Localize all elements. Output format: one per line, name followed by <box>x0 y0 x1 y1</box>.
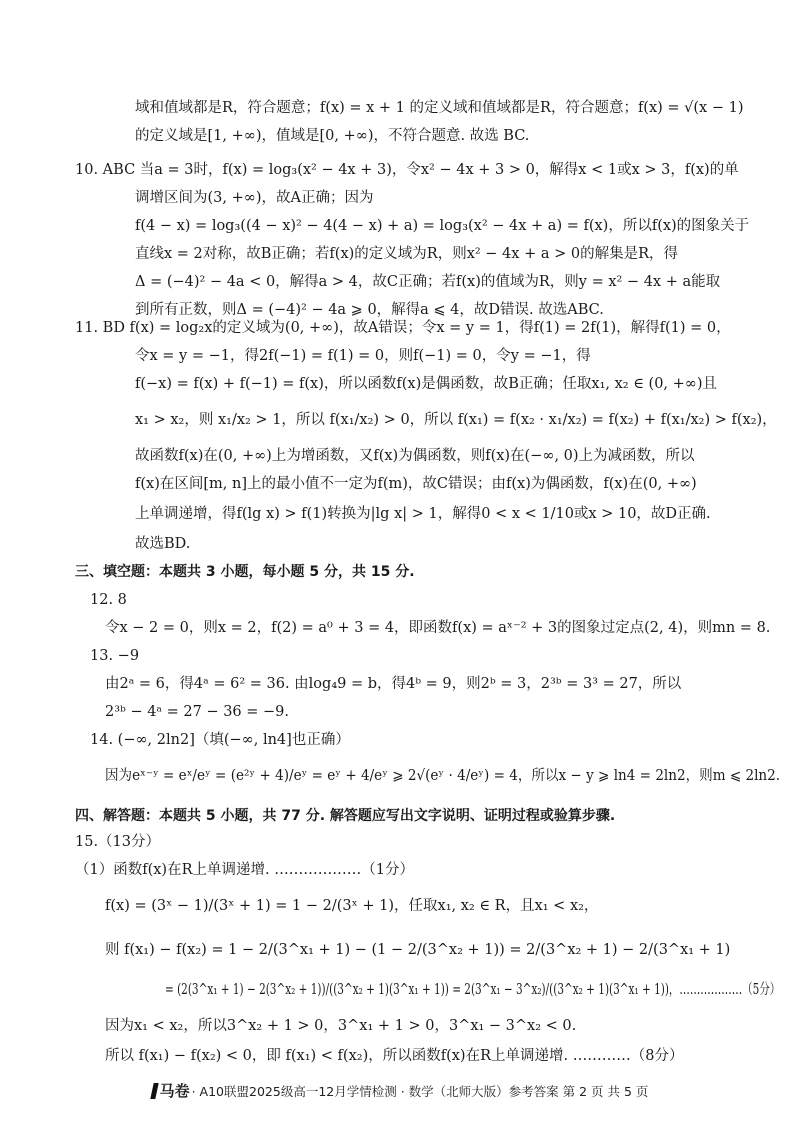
q13-line-3: 2³ᵇ − 4ᵃ = 27 − 36 = −9. <box>105 704 290 720</box>
q11-line-8: 故选BD. <box>135 536 191 552</box>
q10-line-2: 调增区间为(3, +∞)，故A正确；因为 <box>135 190 374 206</box>
q11-answer: 11. BD f(x) = log₂x的定义域为(0, +∞)，故A错误；令x = y = 1，得f(1) = 2f(1)，解得f(1) = 0， <box>75 320 731 336</box>
q15-line-6: 所以 f(x₁) − f(x₂) < 0，即 f(x₁) < f(x₂)，所以函数f(x)在R上单调递增. …………（8分） <box>105 1048 684 1064</box>
q13-answer: 13. −9 <box>90 648 140 664</box>
q10-line-3: f(4 − x) = log₃((4 − x)² − 4(4 − x) + a) = log₃(x² − 4x + a) = f(x)，所以f(x)的图象关于 <box>135 218 750 234</box>
q11-line-5: 故函数f(x)在(0, +∞)上为增函数，又f(x)为偶函数，则f(x)在(−∞, 0)上为减函数，所以 <box>135 448 695 464</box>
q15-line-2: f(x) = (3ˣ − 1)/(3ˣ + 1) = 1 − 2/(3ˣ + 1)，任取x₁, x₂ ∈ R，且x₁ < x₂， <box>105 898 599 914</box>
q12-line-2: 令x − 2 = 0，则x = 2，f(2) = a⁰ + 3 = 4，即函数f(x) = aˣ⁻² + 3的图象过定点(2, 4)，则mn = 8. <box>105 620 771 636</box>
q13-line-2: 由2ᵃ = 6，得4ᵃ = 6² = 36. 由log₄9 = b，得4ᵇ = 9，则2ᵇ = 3，2³ᵇ = 3³ = 27，所以 <box>105 676 682 692</box>
q15-line-3: 则 f(x₁) − f(x₂) = 1 − 2/(3^x₁ + 1) − (1 − 2/(3^x₂ + 1)) = 2/(3^x₂ + 1) − 2/(3^x₁ + 1) <box>105 942 731 958</box>
q15-part1: （1）函数f(x)在R上单调递增. ………………（1分） <box>75 862 414 878</box>
logo-mark-icon <box>150 1083 158 1099</box>
section-3-heading: 三、填空题：本题共 3 小题，每小题 5 分，共 15 分. <box>75 564 415 580</box>
q11-line-6: f(x)在区间[m, n]上的最小值不一定为f(m)，故C错误；由f(x)为偶函数，f(x)在(0, +∞) <box>135 476 697 492</box>
q10-line-5: Δ = (−4)² − 4a < 0，解得a > 4，故C正确；若f(x)的值域为R，则y = x² − 4x + a能取 <box>135 274 721 290</box>
footer-text: · A10联盟2025级高一12月学情检测 · 数学（北师大版）参考答案 第 2 页 共 5 页 <box>191 1084 649 1099</box>
q15-line-5: 因为x₁ < x₂，所以3^x₂ + 1 > 0，3^x₁ + 1 > 0，3^x₁ − 3^x₂ < 0. <box>105 1018 577 1034</box>
q10-line-6: 到所有正数，则Δ = (−4)² − 4a ⩾ 0，解得a ⩽ 4，故D错误. 故选ABC. <box>135 302 604 318</box>
q12-answer: 12. 8 <box>90 592 127 608</box>
text-line-2: 的定义域是[1, +∞)，值域是[0, +∞)，不符合题意. 故选 BC. <box>135 128 530 144</box>
q11-line-3: f(−x) = f(x) + f(−1) = f(x)，所以函数f(x)是偶函数，故B正确；任取x₁, x₂ ∈ (0, +∞)且 <box>135 376 718 392</box>
section-4-heading: 四、解答题：本题共 5 小题，共 77 分. 解答题应写出文字说明、证明过程或验算步骤. <box>75 808 616 824</box>
text-line-1: 域和值域都是R，符合题意；f(x) = x + 1 的定义域和值域都是R，符合题意；f(x) = √(x − 1) <box>135 100 744 116</box>
q15-line-4: = (2(3^x₁ + 1) − 2(3^x₂ + 1))/((3^x₂ + 1)(3^x₁ + 1)) = 2(3^x₁ − 3^x₂)/((3^x₂ + 1)(3^x₁ + 1))，………………（5分） <box>165 982 781 998</box>
q11-line-2: 令x = y = −1，得2f(−1) = f(1) = 0，则f(−1) = 0，令y = −1，得 <box>135 348 591 364</box>
q11-line-4: x₁ > x₂，则 x₁/x₂ > 1，所以 f(x₁/x₂) > 0，所以 f(x₁) = f(x₂ · x₁/x₂) = f(x₂) + f(x₁/x₂) > f(x₂)， <box>135 412 777 428</box>
q11-line-7: 上单调递增，得f(lg x) > f(1)转换为|lg x| > 1，解得0 < x < 1/10或x > 10，故D正确. <box>135 506 711 522</box>
q10-line-4: 直线x = 2对称，故B正确；若f(x)的定义域为R，则x² − 4x + a > 0的解集是R，得 <box>135 246 678 262</box>
q14-answer: 14. (−∞, 2ln2]（填(−∞, ln4]也正确） <box>90 732 350 748</box>
logo-text: 马卷 <box>159 1082 190 1100</box>
q15-heading: 15.（13分） <box>75 834 161 850</box>
q10-answer: 10. ABC 当a = 3时，f(x) = log₃(x² − 4x + 3)，令x² − 4x + 3 > 0，解得x < 1或x > 3，f(x)的单 <box>75 162 739 178</box>
page-footer <box>0 1080 800 1101</box>
q14-line-2: 因为eˣ⁻ʸ = eˣ/eʸ = (e²ʸ + 4)/eʸ = eʸ + 4/eʸ ⩾ 2√(eʸ · 4/eʸ) = 4，所以x − y ⩾ ln4 = 2ln2，则m ⩽ 2ln2. <box>105 768 781 784</box>
